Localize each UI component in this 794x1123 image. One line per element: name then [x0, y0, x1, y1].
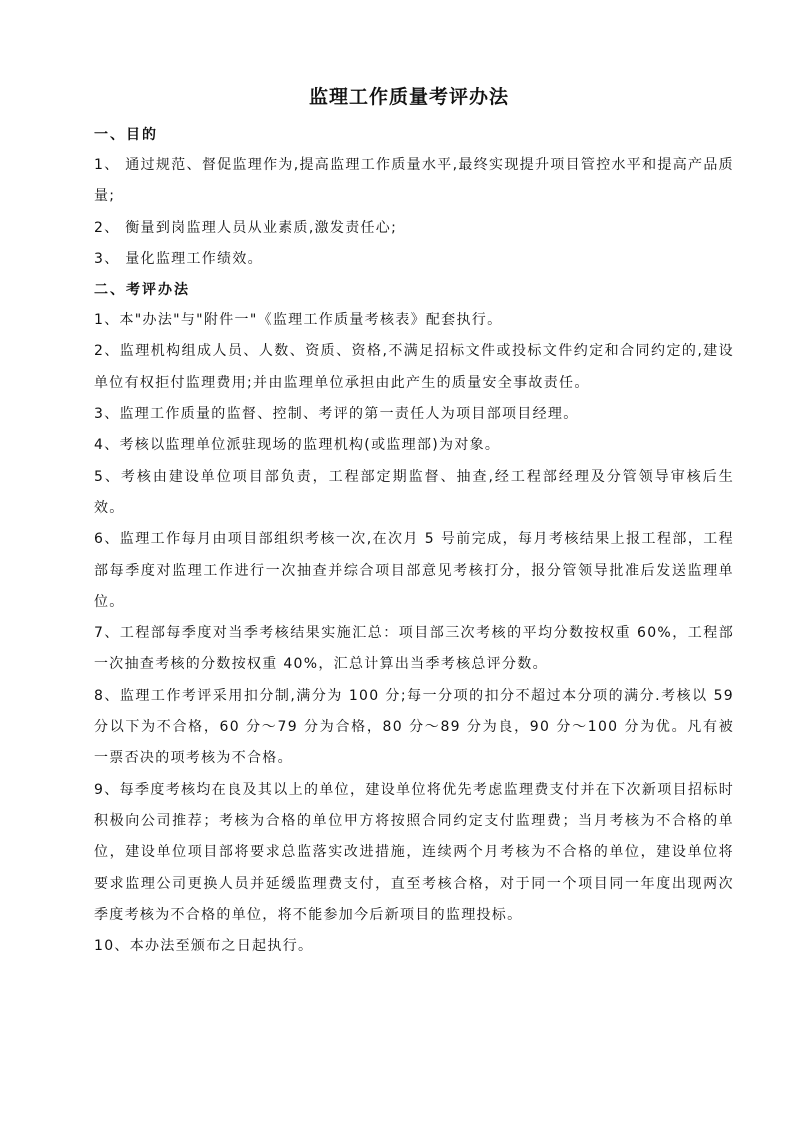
paragraph: 9、每季度考核均在良及其以上的单位，建设单位将优先考虑监理费支付并在下次新项目招标时积极向公司推荐；考核为合格的单位甲方将按照合同约定支付监理费；当月考核为不合格的单位，建设单位项目部将要求总监落实改进措施，连续两个月考核为不合格的单位，建设单位将要求监理公司更换人员并延缓监理费支付，直至考核合格，对于同一个项目同一年度出现两次季度考核为不合格的单位，将不能参加今后新项目的监理投标。	[94, 781, 734, 923]
section-purpose	[94, 120, 734, 275]
paragraph: 1、本"办法"与"附件一"《监理工作质量考核表》配套执行。	[94, 312, 503, 329]
paragraph: 10、本办法至颁布之日起执行。	[94, 938, 314, 955]
section-heading: 二、考评办法	[94, 282, 190, 299]
paragraph: 8、监理工作考评采用扣分制,满分为 100 分;每一分项的扣分不超过本分项的满分.考核以 59 分以下为不合格，60 分～79 分为合格，80 分～89 分为良，90 分～100 分为优。凡有被一票否决的项考核为不合格。	[94, 687, 734, 767]
paragraph: 5、考核由建设单位项目部负责，工程部定期监督、抽查,经工程部经理及分管领导审核后生效。	[94, 468, 734, 516]
paragraph: 1、 通过规范、督促监理作为,提高监理工作质量水平,最终实现提升项目管控水平和提高产品质量;	[94, 157, 734, 205]
section-method	[94, 275, 734, 962]
paragraph: 2、监理机构组成人员、人数、资质、资格,不满足招标文件或投标文件约定和合同约定的,建设单位有权拒付监理费用;并由监理单位承担由此产生的质量安全事故责任。	[94, 343, 734, 391]
document-title: 监理工作质量考评办法	[308, 86, 509, 108]
paragraph: 2、 衡量到岗监理人员从业素质,激发责任心;	[94, 219, 398, 236]
paragraph: 3、 量化监理工作绩效。	[94, 250, 263, 267]
paragraph: 4、考核以监理单位派驻现场的监理机构(或监理部)为对象。	[94, 437, 501, 454]
paragraph: 7、工程部每季度对当季考核结果实施汇总：项目部三次考核的平均分数按权重 60%，工程部一次抽查考核的分数按权重 40%，汇总计算出当季考核总评分数。	[94, 625, 734, 673]
section-heading: 一、目的	[94, 127, 158, 143]
paragraph: 6、监理工作每月由项目部组织考核一次,在次月 5 号前完成，每月考核结果上报工程部，工程部每季度对监理工作进行一次抽查并综合项目部意见考核打分，报分管领导批准后发送监理单位。	[94, 531, 734, 610]
paragraph: 3、监理工作质量的监督、控制、考评的第一责任人为项目部项目经理。	[94, 406, 579, 423]
